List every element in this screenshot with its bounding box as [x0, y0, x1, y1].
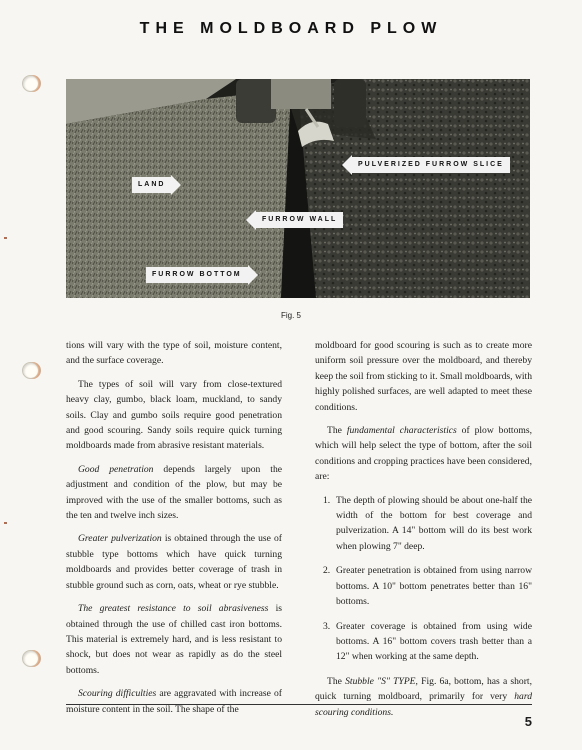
left-column [66, 338, 282, 725]
list-number: 3. [323, 620, 331, 632]
paragraph-text: The [327, 425, 347, 437]
paragraph-text: is obtained through the use of stubble type bottoms which have quick turning moldboards and provides better coverage of trash in stubble ground such as corn, oats, wheat or rye stubble. [66, 533, 283, 591]
emphasis-term: The greatest resistance to soil abrasiveness [78, 603, 269, 615]
emphasis-term: fundamental characteristics [346, 425, 457, 437]
list-item [315, 563, 532, 609]
paragraph: tions will vary with the type of soil, moisture content, and the surface coverage. [66, 340, 282, 367]
list-item [315, 493, 532, 555]
label-pulverized-furrow-slice: PULVERIZED FURROW SLICE [352, 157, 510, 173]
emphasis-term: Good penetration [78, 463, 154, 475]
page-number: 5 [524, 714, 532, 729]
paragraph [315, 423, 532, 485]
paragraph-text: are aggravated with increase of moisture content in the soil. The shape of the [66, 688, 282, 715]
margin-mark [4, 237, 7, 239]
paragraph-text: is obtained through the use of chilled cast iron bottoms. This material is extremely hard, and is less resistant to shock, but does not wear as rapidly as do the steel bottoms. [66, 603, 282, 676]
page-title: THE MOLDBOARD PLOW [139, 20, 443, 37]
paragraph-text: depends largely upon the adjustment and condition of the plow, but may be improved with the use of the smaller bottoms, such as the ten and twelve inch sizes. [66, 463, 282, 522]
figure-caption: Fig. 5 [280, 311, 301, 320]
binder-hole [22, 362, 39, 379]
paragraph [66, 531, 282, 593]
margin-mark [4, 522, 7, 524]
list-item [315, 619, 532, 665]
paragraph [66, 686, 282, 717]
emphasis-term: Scouring difficulties [78, 688, 157, 700]
label-furrow-wall: FURROW WALL [256, 212, 343, 228]
list-text: Greater penetration is obtained from using narrow bottoms. A 10" bottom penetrates better than 16" bottoms. [336, 565, 532, 608]
list-text: The depth of plowing should be about one-half the width of the bottom for best coverage and pulverization. A 14" bottom will do its best work when plowing 7" deep. [336, 494, 532, 552]
binder-hole [22, 650, 39, 667]
paragraph [315, 674, 532, 720]
paragraph-text: The [327, 675, 346, 687]
paragraph: moldboard for good scouring is such as to create more uniform soil pressure over the moldboard, and thereby keep the soil from sticking to it. Small moldboards, with highly polished surfaces, are well adapted to meet these conditions. [315, 340, 532, 413]
right-column [315, 338, 532, 728]
list-text: Greater coverage is obtained from using wide bottoms. A 16" bottom covers trash better than a 12" when working at the same depth. [336, 620, 532, 663]
paragraph [66, 462, 282, 524]
emphasis-term: Greater pulverization [78, 533, 162, 545]
paragraph-text: , Fig. 6a, bottom, has a short, quick turning moldboard, primarily for very [315, 675, 532, 703]
emphasis-term: hard scouring conditions. [315, 691, 532, 718]
binder-hole [22, 75, 39, 92]
label-furrow-bottom: FURROW BOTTOM [146, 267, 248, 283]
paragraph [66, 601, 282, 678]
plow-photo [66, 79, 530, 298]
paragraph: The types of soil will vary from close-textured heavy clay, gumbo, black loam, muckland, to sandy soils. Clay and gumbo soils require good penetration and good scouring. Sandy soils require quick turning moldboards made from abrasive resistant materials. [66, 378, 282, 452]
list-number: 2. [323, 565, 331, 577]
characteristics-list [315, 493, 532, 665]
paragraph-text: of plow bottoms, which will help select the type of bottom, after the soil conditions and cropping practices have been considered, are: [315, 425, 532, 483]
label-land: LAND [132, 177, 171, 193]
footer-rule [66, 704, 532, 705]
emphasis-term: Stubble "S" TYPE [345, 675, 416, 687]
list-number: 1. [323, 494, 331, 506]
